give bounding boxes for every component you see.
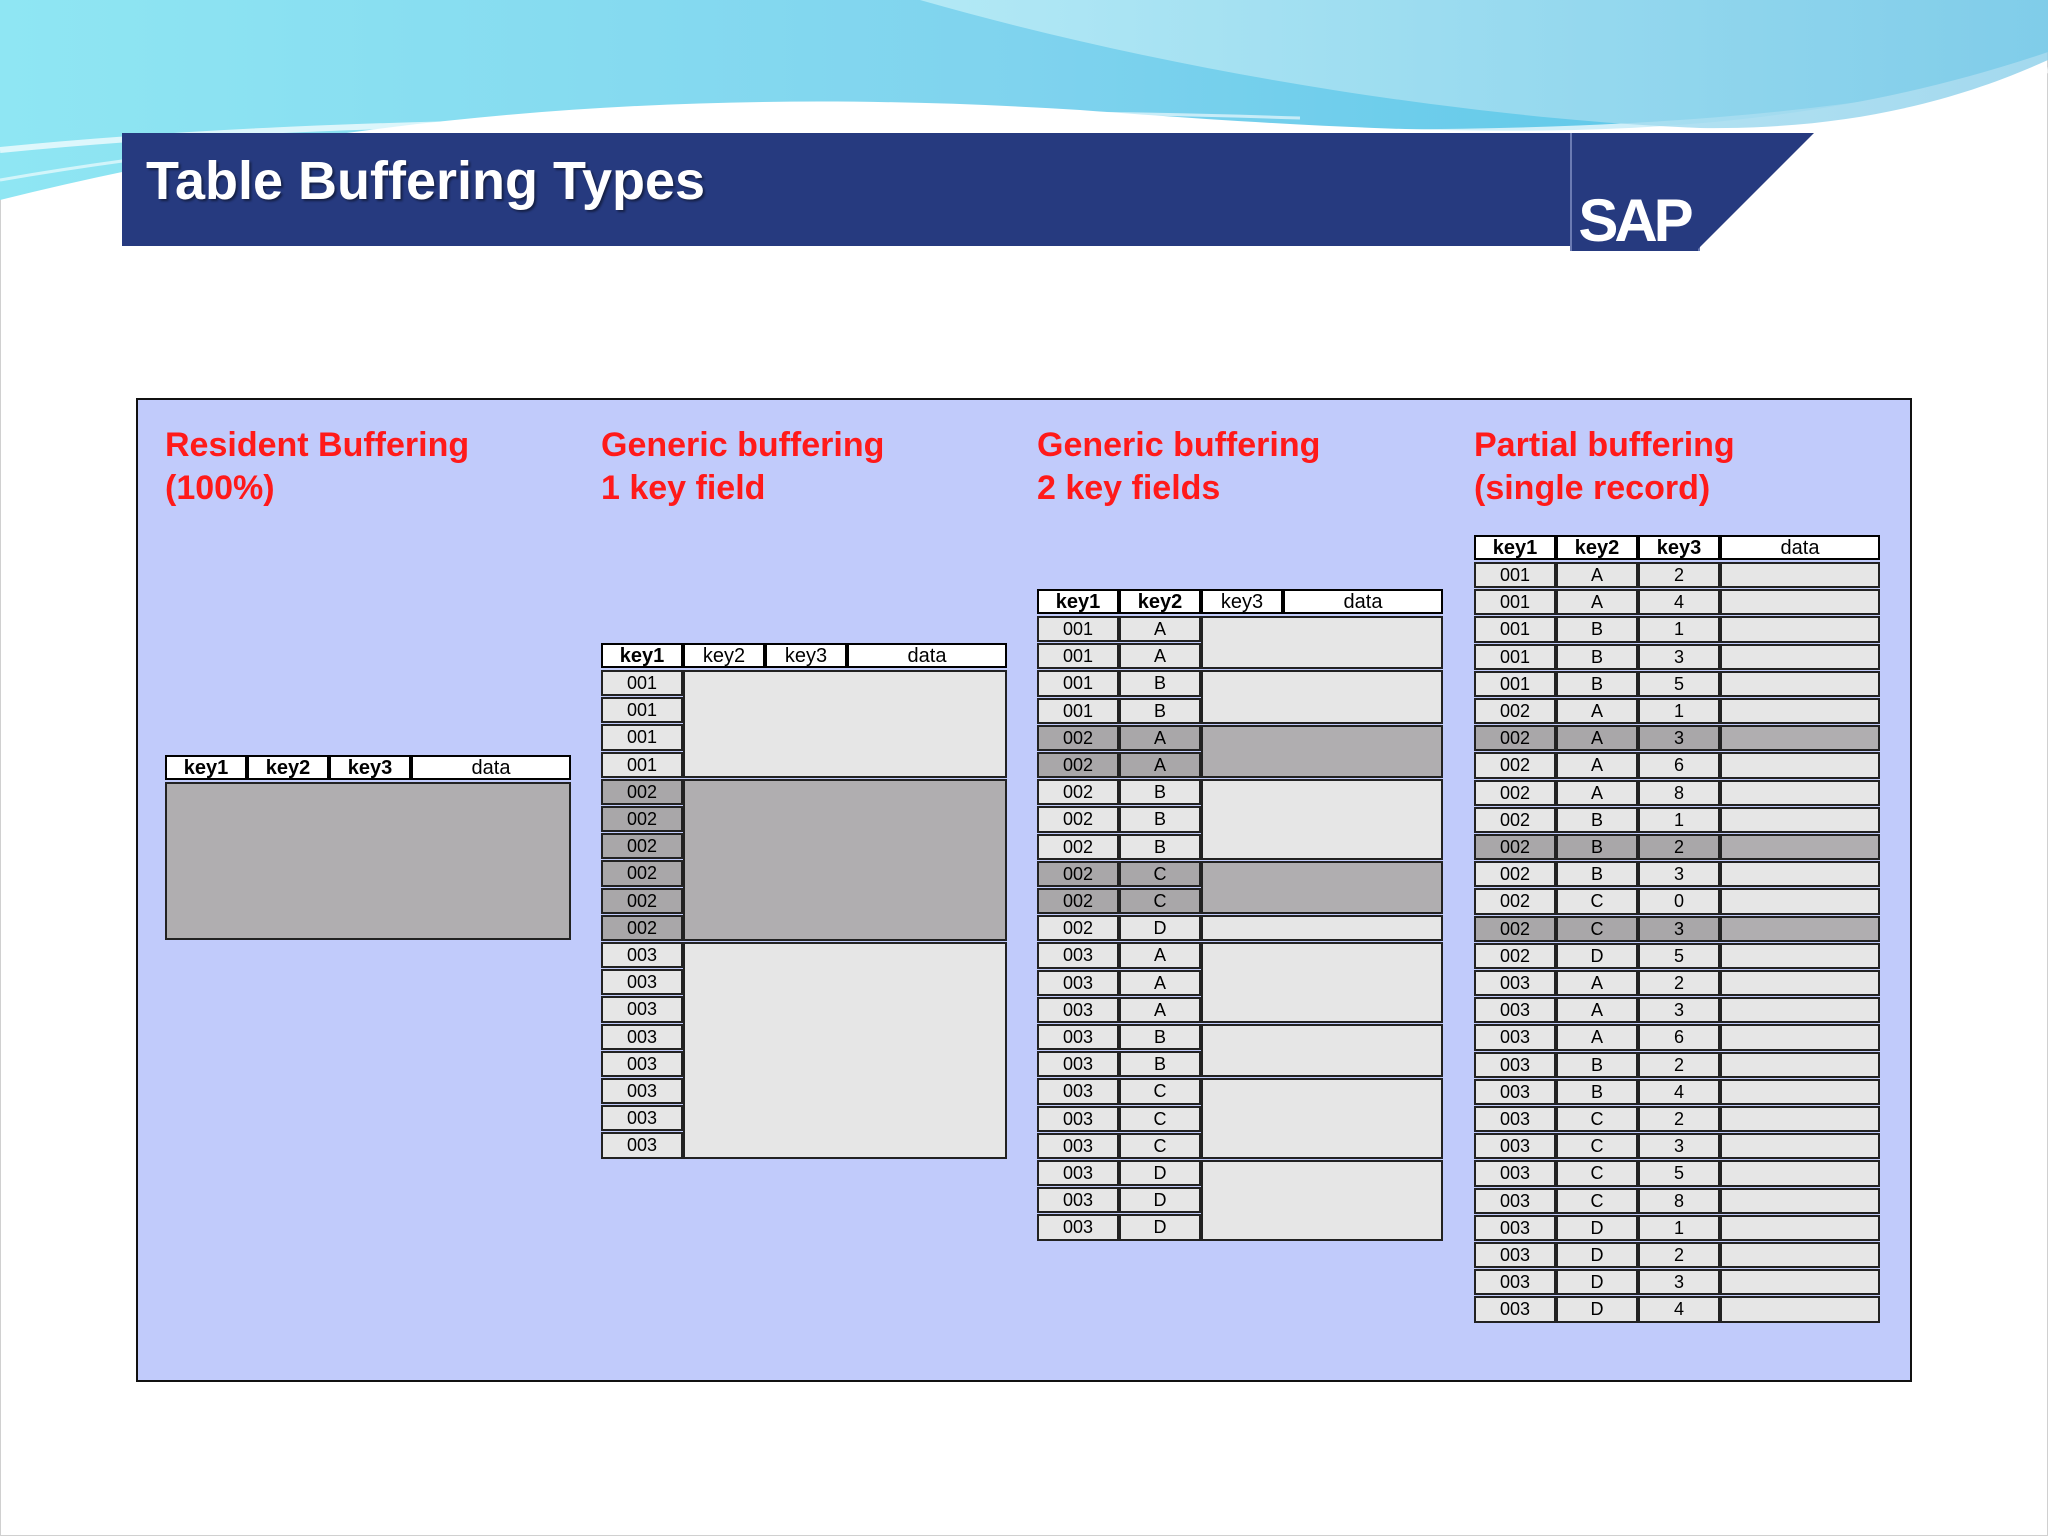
key2-cell: C — [1556, 1133, 1638, 1159]
data-cell — [1720, 780, 1880, 806]
data-cell — [1720, 861, 1880, 887]
col4-heading — [1474, 424, 1735, 510]
key3-cell: 4 — [1638, 589, 1720, 615]
key1-cell: 003 — [601, 1024, 683, 1050]
key1-cell: 002 — [1474, 752, 1556, 778]
key2-cell: A — [1556, 562, 1638, 588]
key1-cell: 002 — [1037, 752, 1119, 778]
data-cell — [1720, 671, 1880, 697]
key2-cell: C — [1119, 861, 1201, 887]
key3-cell: 2 — [1638, 562, 1720, 588]
header-data: data — [847, 643, 1007, 668]
data-cell — [1720, 1106, 1880, 1132]
key3-cell: 3 — [1638, 644, 1720, 670]
sap-logo-text: SAP — [1578, 187, 1690, 254]
key2-cell: D — [1556, 943, 1638, 969]
key1-cell: 001 — [1474, 589, 1556, 615]
key2-cell: A — [1556, 1024, 1638, 1050]
header-key3: key3 — [329, 755, 411, 780]
key1-cell: 002 — [601, 888, 683, 914]
key1-cell: 003 — [1474, 1079, 1556, 1105]
key2-cell: D — [1556, 1242, 1638, 1268]
key1-cell: 003 — [601, 1078, 683, 1104]
key3-cell: 0 — [1638, 888, 1720, 914]
data-cell — [1720, 589, 1880, 615]
key1-cell: 003 — [1474, 1133, 1556, 1159]
key1-cell: 001 — [601, 697, 683, 723]
data-group-block — [1201, 1078, 1443, 1159]
key1-cell: 003 — [1474, 1052, 1556, 1078]
key3-cell: 2 — [1638, 1052, 1720, 1078]
key2-cell: D — [1556, 1269, 1638, 1295]
key1-cell: 003 — [1037, 1214, 1119, 1240]
key1-cell: 001 — [601, 752, 683, 778]
key2-cell: B — [1119, 670, 1201, 696]
data-cell — [1720, 616, 1880, 642]
data-cell — [1720, 644, 1880, 670]
key2-cell: B — [1556, 1079, 1638, 1105]
resident-buffered-block — [165, 782, 571, 940]
data-cell — [1720, 1024, 1880, 1050]
key1-cell: 003 — [1474, 970, 1556, 996]
key3-cell: 5 — [1638, 671, 1720, 697]
key1-cell: 003 — [1037, 970, 1119, 996]
data-group-block — [1201, 779, 1443, 860]
key2-cell: B — [1556, 671, 1638, 697]
key2-cell: C — [1556, 1160, 1638, 1186]
key2-cell: A — [1556, 997, 1638, 1023]
key1-cell: 001 — [1037, 616, 1119, 642]
header-data: data — [411, 755, 571, 780]
key3-cell: 3 — [1638, 1133, 1720, 1159]
key1-cell: 003 — [1474, 997, 1556, 1023]
key3-cell: 2 — [1638, 970, 1720, 996]
key2-cell: A — [1119, 725, 1201, 751]
key1-cell: 001 — [1037, 698, 1119, 724]
col4-heading-line2: (single record) — [1474, 469, 1711, 507]
key1-cell: 001 — [601, 724, 683, 750]
key2-cell: C — [1119, 888, 1201, 914]
data-cell — [1720, 1242, 1880, 1268]
header-key2: key2 — [247, 755, 329, 780]
key3-cell: 3 — [1638, 997, 1720, 1023]
key2-cell: B — [1556, 807, 1638, 833]
col2-heading-line1: Generic buffering — [601, 426, 885, 464]
key3-cell: 8 — [1638, 780, 1720, 806]
key3-cell: 2 — [1638, 834, 1720, 860]
key3-cell: 3 — [1638, 861, 1720, 887]
key1-cell: 003 — [1474, 1215, 1556, 1241]
header-key1: key1 — [601, 643, 683, 668]
key2-cell: B — [1119, 1024, 1201, 1050]
data-cell — [1720, 1079, 1880, 1105]
key1-cell: 001 — [1474, 616, 1556, 642]
key2-cell: A — [1119, 970, 1201, 996]
key1-cell: 002 — [1037, 888, 1119, 914]
key1-cell: 002 — [601, 779, 683, 805]
key1-cell: 001 — [1037, 643, 1119, 669]
key3-cell: 1 — [1638, 616, 1720, 642]
data-cell — [1720, 888, 1880, 914]
key1-cell: 002 — [1474, 861, 1556, 887]
data-group-block — [1201, 670, 1443, 723]
key1-cell: 003 — [1474, 1188, 1556, 1214]
key2-cell: C — [1556, 1106, 1638, 1132]
key1-cell: 002 — [1037, 861, 1119, 887]
key2-cell: C — [1119, 1106, 1201, 1132]
data-cell — [1720, 997, 1880, 1023]
key1-cell: 001 — [1474, 644, 1556, 670]
data-cell — [1720, 698, 1880, 724]
header-key1: key1 — [165, 755, 247, 780]
col3-heading-line2: 2 key fields — [1037, 469, 1221, 507]
key2-cell: B — [1119, 779, 1201, 805]
data-group-block — [1201, 1024, 1443, 1077]
data-group-block — [683, 942, 1007, 1159]
data-cell — [1720, 1269, 1880, 1295]
header-data: data — [1283, 589, 1443, 614]
data-cell — [1720, 1052, 1880, 1078]
key1-cell: 002 — [1037, 915, 1119, 941]
key1-cell: 002 — [1037, 834, 1119, 860]
key1-cell: 002 — [1474, 698, 1556, 724]
key2-cell: A — [1556, 589, 1638, 615]
key3-cell: 5 — [1638, 1160, 1720, 1186]
data-cell — [1720, 1296, 1880, 1322]
key1-cell: 002 — [1474, 834, 1556, 860]
header-key1: key1 — [1037, 589, 1119, 614]
key1-cell: 003 — [1474, 1024, 1556, 1050]
key2-cell: A — [1119, 752, 1201, 778]
key2-cell: B — [1119, 1051, 1201, 1077]
key2-cell: B — [1556, 861, 1638, 887]
key2-cell: B — [1119, 834, 1201, 860]
key3-cell: 6 — [1638, 1024, 1720, 1050]
key2-cell: D — [1119, 1187, 1201, 1213]
key2-cell: A — [1119, 942, 1201, 968]
header-key3: key3 — [1201, 589, 1283, 614]
data-group-block — [1201, 942, 1443, 1023]
key1-cell: 002 — [1037, 806, 1119, 832]
key2-cell: C — [1119, 1078, 1201, 1104]
key2-cell: C — [1556, 888, 1638, 914]
key3-cell: 6 — [1638, 752, 1720, 778]
key1-cell: 003 — [601, 969, 683, 995]
data-group-block — [683, 779, 1007, 941]
key1-cell: 002 — [601, 860, 683, 886]
key3-cell: 2 — [1638, 1106, 1720, 1132]
key1-cell: 001 — [601, 670, 683, 696]
col4-heading-line1: Partial buffering — [1474, 426, 1735, 464]
key3-cell: 1 — [1638, 807, 1720, 833]
key2-cell: B — [1556, 644, 1638, 670]
header-key1: key1 — [1474, 535, 1556, 560]
data-cell — [1720, 943, 1880, 969]
data-group-block — [1201, 1160, 1443, 1241]
col2-heading — [601, 424, 884, 510]
key2-cell: D — [1556, 1215, 1638, 1241]
col2-heading-line2: 1 key field — [601, 469, 766, 507]
key1-cell: 003 — [1037, 942, 1119, 968]
key1-cell: 002 — [1474, 725, 1556, 751]
key2-cell: A — [1556, 780, 1638, 806]
key3-cell: 4 — [1638, 1296, 1720, 1322]
header-key2: key2 — [1556, 535, 1638, 560]
key1-cell: 003 — [1474, 1269, 1556, 1295]
key2-cell: C — [1556, 916, 1638, 942]
logo-wedge-decoration — [1696, 133, 1816, 251]
key1-cell: 003 — [1037, 1106, 1119, 1132]
key2-cell: B — [1556, 834, 1638, 860]
key1-cell: 003 — [1037, 1078, 1119, 1104]
key1-cell: 003 — [1037, 1187, 1119, 1213]
data-cell — [1720, 834, 1880, 860]
key3-cell: 3 — [1638, 916, 1720, 942]
key1-cell: 002 — [601, 915, 683, 941]
key3-cell: 1 — [1638, 698, 1720, 724]
header-key2: key2 — [683, 643, 765, 668]
data-cell — [1720, 725, 1880, 751]
key2-cell: A — [1119, 616, 1201, 642]
key1-cell: 002 — [601, 806, 683, 832]
key2-cell: B — [1119, 698, 1201, 724]
key2-cell: A — [1556, 698, 1638, 724]
key1-cell: 001 — [1474, 562, 1556, 588]
data-group-block — [1201, 861, 1443, 914]
key1-cell: 003 — [1474, 1242, 1556, 1268]
key3-cell: 3 — [1638, 725, 1720, 751]
key3-cell: 1 — [1638, 1215, 1720, 1241]
key2-cell: B — [1119, 806, 1201, 832]
header-key3: key3 — [765, 643, 847, 668]
key1-cell: 003 — [601, 1132, 683, 1158]
key1-cell: 001 — [1474, 671, 1556, 697]
header-key3: key3 — [1638, 535, 1720, 560]
key2-cell: D — [1119, 1160, 1201, 1186]
key1-cell: 003 — [1474, 1296, 1556, 1322]
key3-cell: 2 — [1638, 1242, 1720, 1268]
key3-cell: 5 — [1638, 943, 1720, 969]
key1-cell: 002 — [1037, 779, 1119, 805]
key2-cell: A — [1556, 752, 1638, 778]
data-cell — [1720, 1188, 1880, 1214]
data-cell — [1720, 1133, 1880, 1159]
data-cell — [1720, 1215, 1880, 1241]
key3-cell: 3 — [1638, 1269, 1720, 1295]
col3-heading — [1037, 424, 1320, 510]
key1-cell: 003 — [1037, 1051, 1119, 1077]
key1-cell: 002 — [601, 833, 683, 859]
data-cell — [1720, 970, 1880, 996]
key1-cell: 002 — [1037, 725, 1119, 751]
key2-cell: C — [1556, 1188, 1638, 1214]
col3-heading-line1: Generic buffering — [1037, 426, 1321, 464]
key2-cell: D — [1556, 1296, 1638, 1322]
key1-cell: 003 — [1037, 1160, 1119, 1186]
key1-cell: 003 — [601, 996, 683, 1022]
key2-cell: C — [1119, 1133, 1201, 1159]
col1-heading — [165, 424, 469, 510]
key1-cell: 003 — [1474, 1106, 1556, 1132]
key2-cell: A — [1119, 643, 1201, 669]
key2-cell: D — [1119, 1214, 1201, 1240]
data-cell — [1720, 807, 1880, 833]
key3-cell: 8 — [1638, 1188, 1720, 1214]
slide-title: Table Buffering Types — [146, 151, 706, 211]
key2-cell: A — [1119, 997, 1201, 1023]
key2-cell: D — [1119, 915, 1201, 941]
key2-cell: B — [1556, 1052, 1638, 1078]
col1-heading-line1: Resident Buffering — [165, 426, 470, 464]
key1-cell: 003 — [1037, 1024, 1119, 1050]
key2-cell: A — [1556, 970, 1638, 996]
key1-cell: 001 — [1037, 670, 1119, 696]
data-group-block — [683, 670, 1007, 778]
key3-cell: 4 — [1638, 1079, 1720, 1105]
key1-cell: 003 — [601, 1051, 683, 1077]
key2-cell: A — [1556, 725, 1638, 751]
key1-cell: 002 — [1474, 807, 1556, 833]
data-group-block — [1201, 616, 1443, 669]
header-data: data — [1720, 535, 1880, 560]
data-group-block — [1201, 725, 1443, 778]
key1-cell: 003 — [601, 942, 683, 968]
key2-cell: B — [1556, 616, 1638, 642]
data-group-block — [1201, 915, 1443, 941]
data-cell — [1720, 562, 1880, 588]
key1-cell: 003 — [1037, 997, 1119, 1023]
header-key2: key2 — [1119, 589, 1201, 614]
key1-cell: 002 — [1474, 888, 1556, 914]
buffering-diagram-panel — [136, 398, 1912, 1382]
col1-heading-line2: (100%) — [165, 469, 275, 507]
data-cell — [1720, 916, 1880, 942]
data-cell — [1720, 752, 1880, 778]
key1-cell: 003 — [1474, 1160, 1556, 1186]
key1-cell: 003 — [1037, 1133, 1119, 1159]
data-cell — [1720, 1160, 1880, 1186]
key1-cell: 002 — [1474, 943, 1556, 969]
key1-cell: 002 — [1474, 916, 1556, 942]
key1-cell: 003 — [601, 1105, 683, 1131]
key1-cell: 002 — [1474, 780, 1556, 806]
